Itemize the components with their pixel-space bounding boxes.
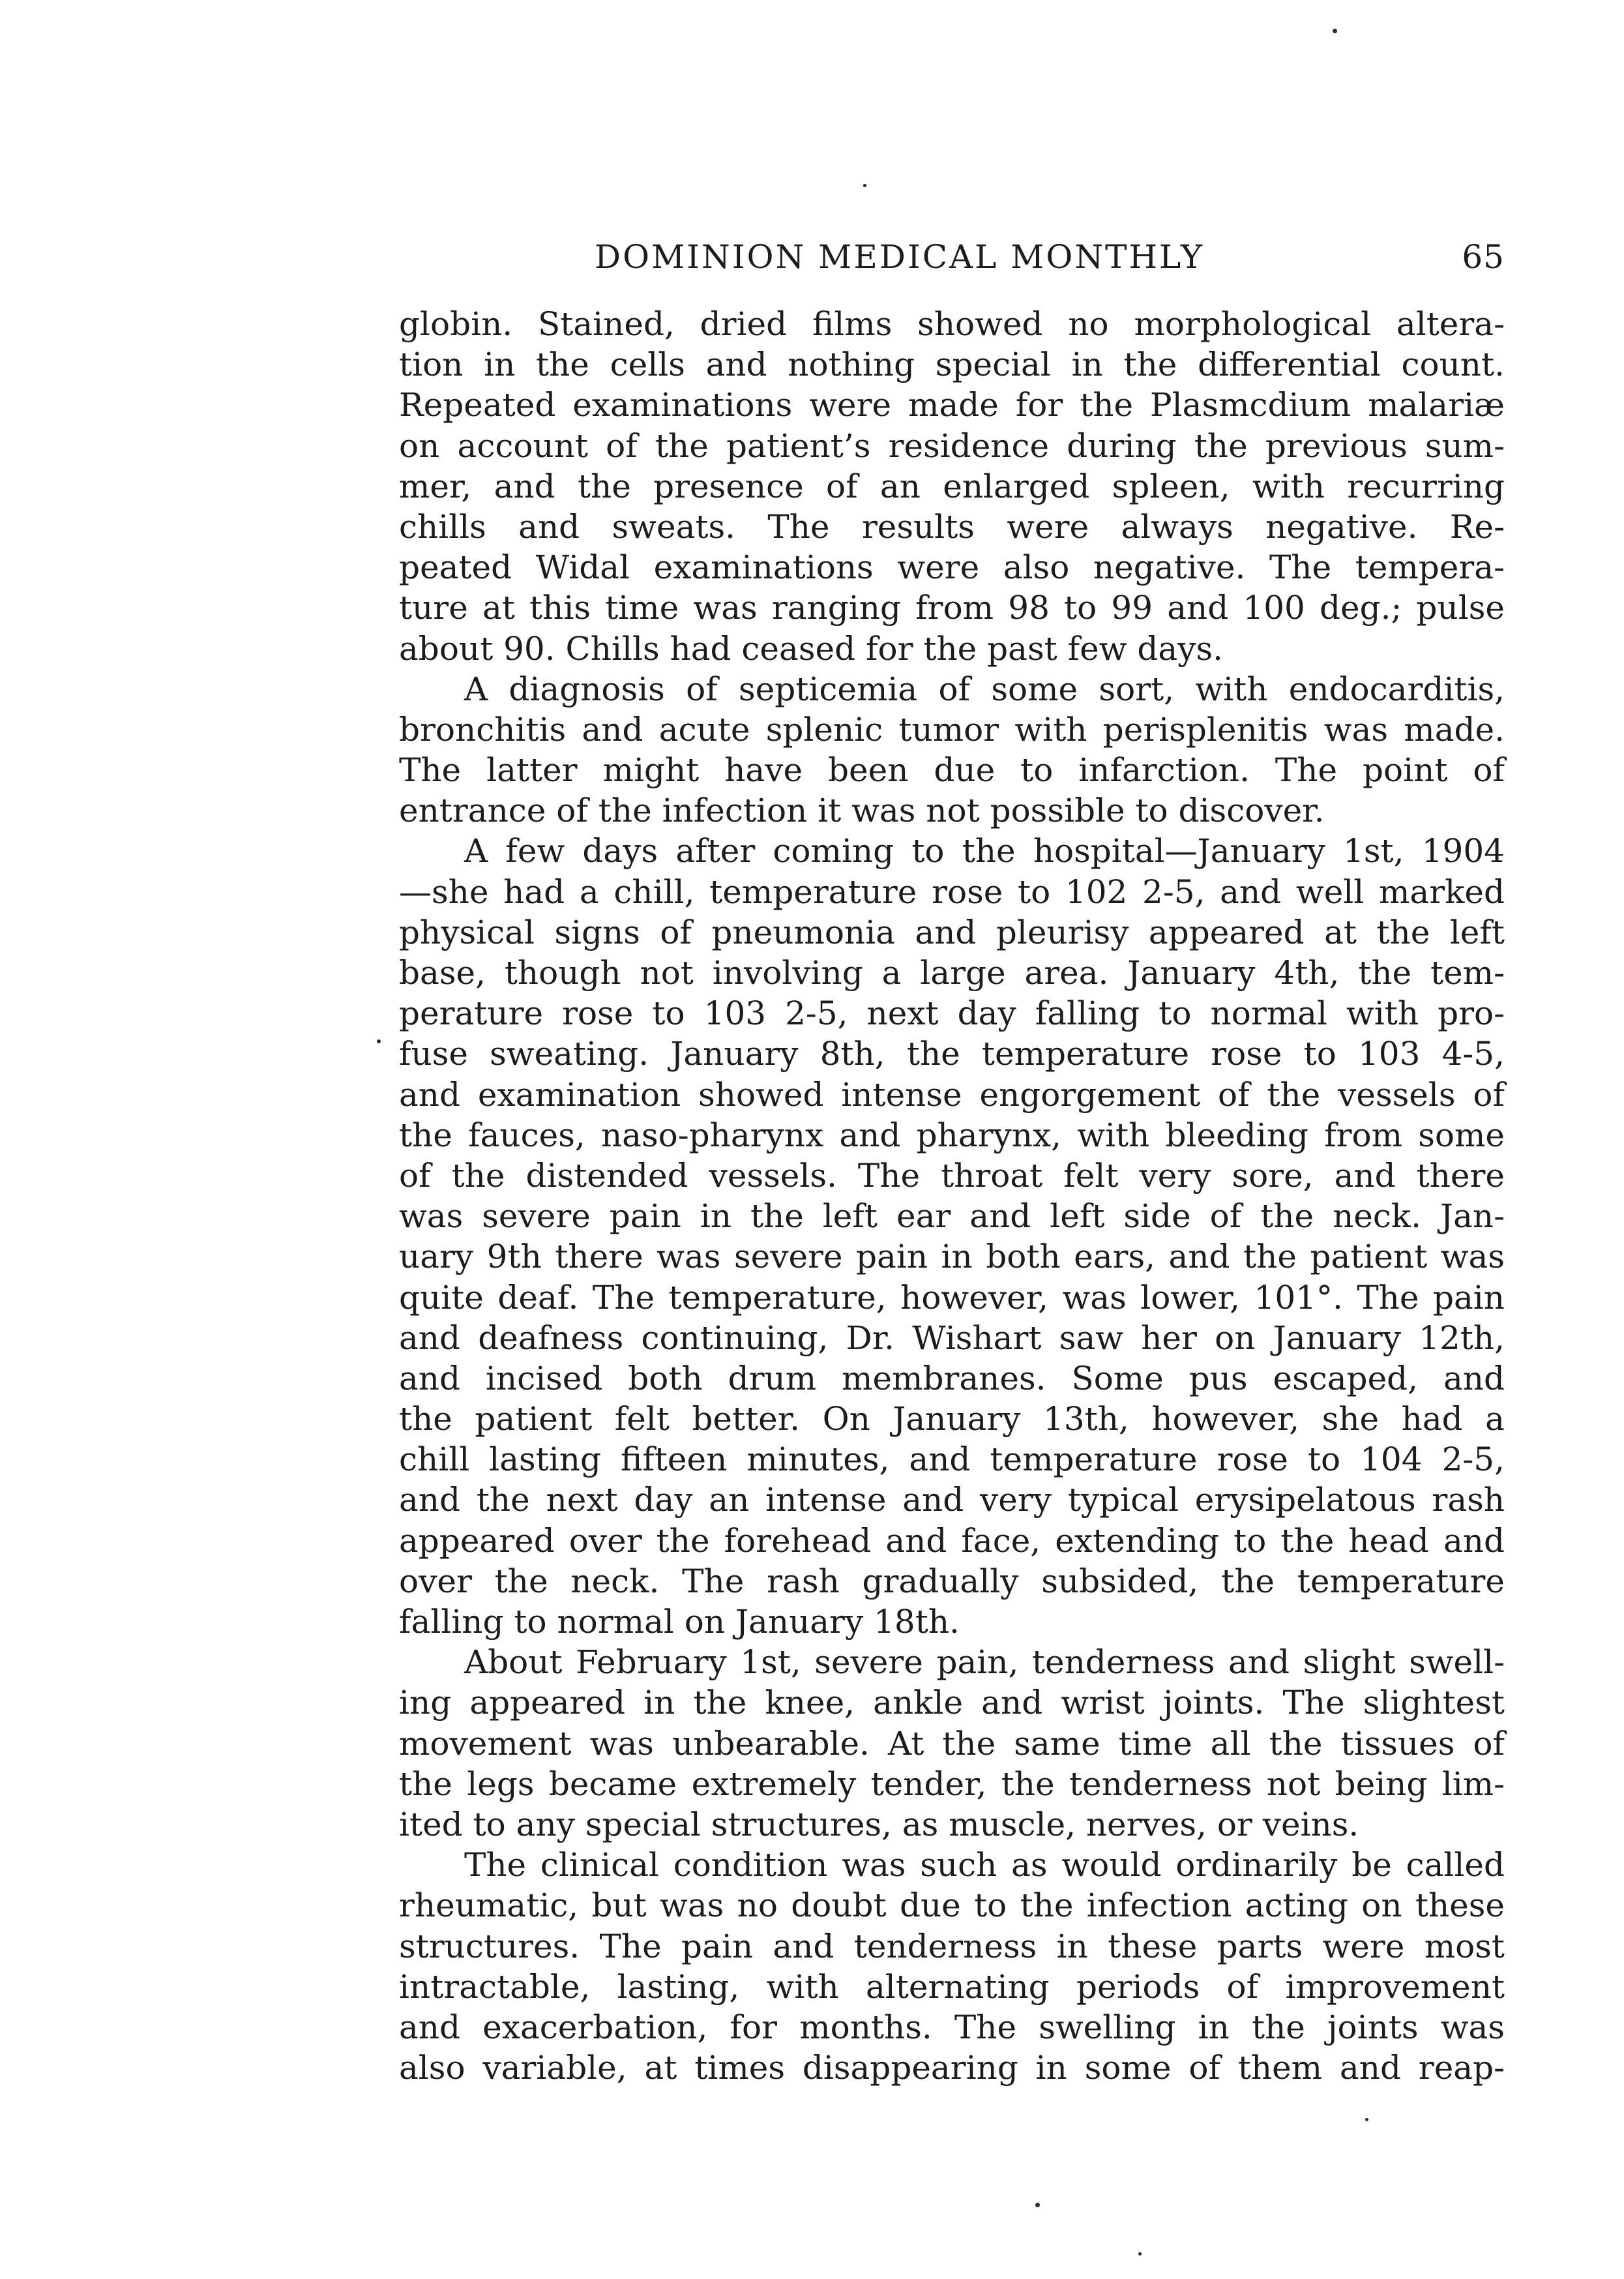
text-line: also variable, at times disappearing in some of them and reap- <box>399 2049 1505 2087</box>
text-line: about 90. Chills had ceased for the past few days. <box>399 629 1224 668</box>
text-line: of the distended vessels. The throat felt very sore, and there <box>399 1156 1505 1195</box>
text-line: and deafness continuing, Dr. Wishart saw her on January 12th, <box>399 1318 1505 1357</box>
text-line: intractable, lasting, with alternating periods of improvement <box>399 1967 1505 2006</box>
text-line: ture at this time was ranging from 98 to 99 and 100 deg.; pulse <box>399 589 1505 627</box>
text-line: The latter might have been due to infarction. The point of <box>399 751 1505 790</box>
text-line: mer, and the presence of an enlarged spleen, with recurring <box>399 467 1505 505</box>
scan-speck <box>1365 2118 1368 2121</box>
text-line: The clinical condition was such as would ordinarily be called <box>464 1846 1505 1884</box>
text-line: bronchitis and acute splenic tumor with perisplenitis was made. <box>399 710 1505 749</box>
text-line: over the neck. The rash gradually subsided, the temperature <box>399 1562 1505 1600</box>
text-line: physical signs of pneumonia and pleurisy appeared at the left <box>399 913 1505 951</box>
text-line: perature rose to 103 2-5, next day falling to normal with pro- <box>399 994 1505 1033</box>
text-line: movement was unbearable. At the same time all the tissues of <box>399 1724 1505 1763</box>
scan-speck <box>863 184 866 187</box>
text-line: the fauces, naso-pharynx and pharynx, with bleeding from some <box>399 1116 1505 1154</box>
text-line: the legs became extremely tender, the tenderness not being lim- <box>399 1765 1505 1803</box>
text-line: A diagnosis of septicemia of some sort, with endocarditis, <box>464 670 1505 708</box>
text-line: and examination showed intense engorgement of the vessels of <box>399 1075 1505 1114</box>
text-line: base, though not involving a large area. January 4th, the tem- <box>399 954 1505 992</box>
text-line: fuse sweating. January 8th, the temperature rose to 103 4-5, <box>399 1035 1505 1073</box>
scan-speck <box>1035 2203 1040 2207</box>
text-line: chills and sweats. The results were always negative. Re- <box>399 507 1505 546</box>
text-line: appeared over the forehead and face, extending to the head and <box>399 1521 1505 1560</box>
text-line: entrance of the infection it was not possible to discover. <box>399 792 1325 830</box>
text-line: on account of the patient’s residence during the previous sum- <box>399 426 1505 465</box>
text-line: and the next day an intense and very typical erysipelatous rash <box>399 1481 1505 1519</box>
text-line: quite deaf. The temperature, however, was lower, 101°. The pain <box>399 1278 1505 1317</box>
text-line: was severe pain in the left ear and left side of the neck. Jan- <box>399 1197 1505 1236</box>
text-line: Repeated examinations were made for the Plasmcdium malariæ <box>399 386 1505 425</box>
text-line: structures. The pain and tenderness in these parts were most <box>399 1927 1505 1965</box>
text-line: tion in the cells and nothing special in the differential count. <box>399 346 1505 384</box>
text-line: —she had a chill, temperature rose to 102 2-5, and well marked <box>399 872 1505 911</box>
text-line: A few days after coming to the hospital—January 1st, 1904 <box>464 832 1505 871</box>
text-line: chill lasting fifteen minutes, and temperature rose to 104 2-5, <box>399 1440 1505 1479</box>
scan-speck <box>377 1039 381 1043</box>
text-line: About February 1st, severe pain, tenderness and slight swell- <box>464 1643 1505 1682</box>
text-line: globin. Stained, dried films showed no morphological altera- <box>399 305 1505 343</box>
scan-speck <box>1333 29 1337 33</box>
text-line: and exacerbation, for months. The swelling in the joints was <box>399 2008 1505 2046</box>
running-head: DOMINION MEDICAL MONTHLY <box>595 238 1205 276</box>
page-header <box>399 236 1505 278</box>
text-line: rheumatic, but was no doubt due to the infection acting on these <box>399 1886 1505 1925</box>
scan-speck <box>1138 2252 1142 2256</box>
body-text <box>399 304 1505 2088</box>
text-line: ited to any special structures, as muscle, nerves, or veins. <box>399 1805 1359 1843</box>
text-line: the patient felt better. On January 13th, however, she had a <box>399 1400 1505 1438</box>
page-number: 65 <box>1462 238 1505 276</box>
text-line: falling to normal on January 18th. <box>399 1603 960 1641</box>
text-line: ing appeared in the knee, ankle and wrist joints. The slightest <box>399 1684 1505 1722</box>
text-line: peated Widal examinations were also negative. The tempera- <box>399 548 1505 587</box>
text-line: and incised both drum membranes. Some pus escaped, and <box>399 1359 1505 1397</box>
text-line: uary 9th there was severe pain in both ears, and the patient was <box>399 1238 1505 1276</box>
